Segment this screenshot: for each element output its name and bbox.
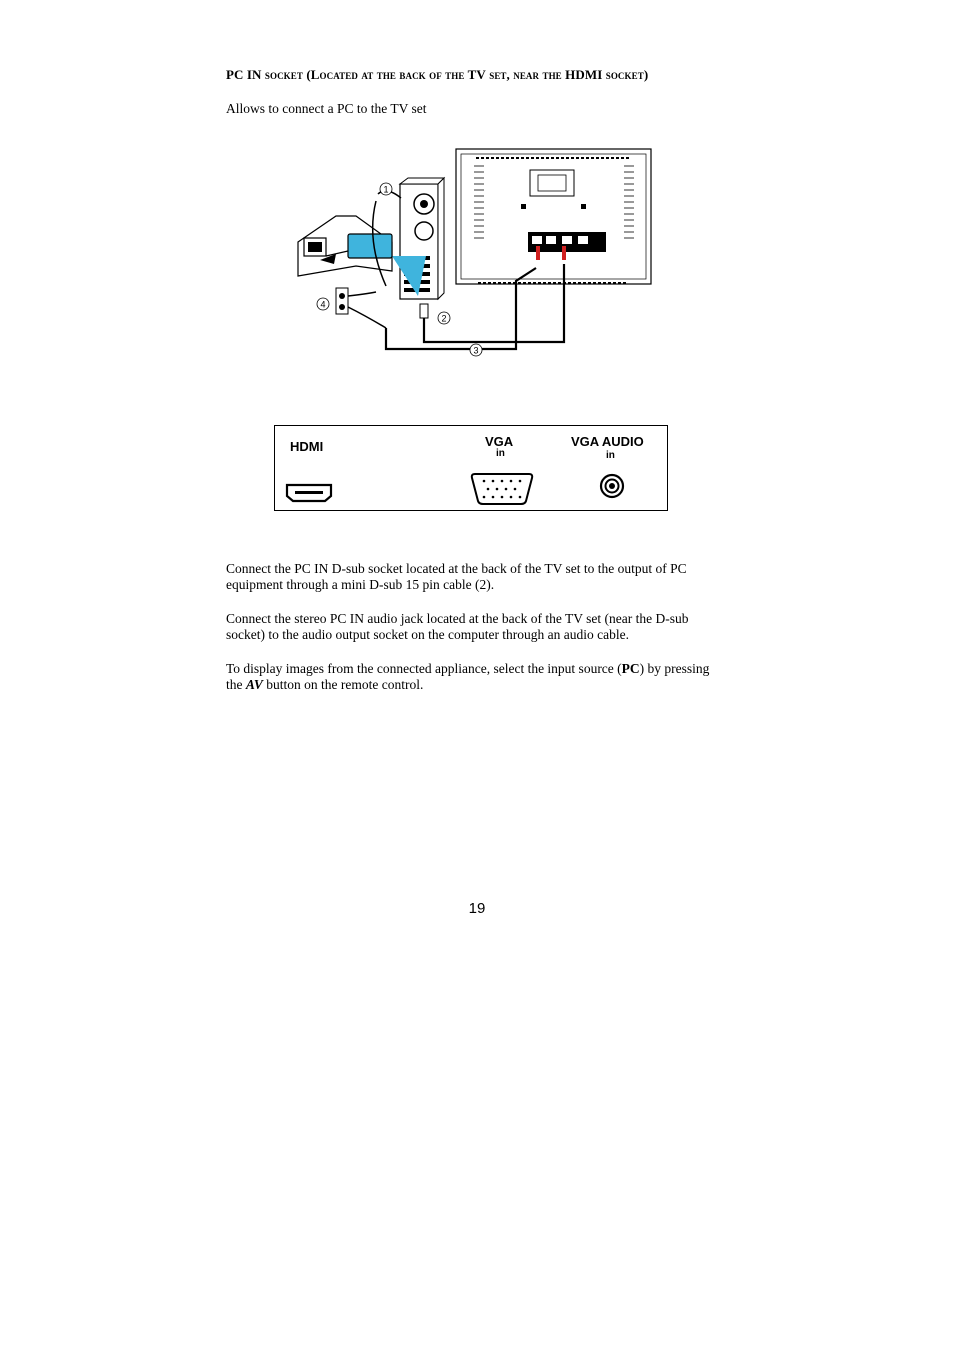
callout-2 (438, 312, 450, 324)
paragraph-audio-cable: Connect the stereo PC IN audio jack located at the back of the TV set (near the D-sub socket) to the audio output socket on the computer through an audio cable. (226, 611, 689, 642)
connection-diagram (296, 146, 658, 362)
intro-text: Allows to connect a PC to the TV set (226, 101, 427, 116)
heading-part: set, near the (485, 67, 562, 82)
heading-part: socket (L (261, 67, 320, 82)
callout-number: 4 (320, 299, 326, 310)
vga-port-icon (469, 471, 535, 507)
hdmi-label: HDMI (290, 439, 324, 454)
page-number: 19 (468, 900, 486, 917)
text-span: To display images from the connected appliance, select the input source ( (226, 661, 622, 676)
callout-1 (380, 183, 392, 195)
callout-number: 2 (441, 313, 447, 324)
text-span: ) by pressing the (226, 661, 710, 692)
callout-number: 3 (473, 345, 479, 356)
callout-4 (317, 298, 329, 310)
heading-part: ocated at the back of the (319, 67, 465, 82)
heading-part: HDMI (561, 67, 603, 82)
callout-3 (470, 344, 482, 356)
paragraph-select-source (226, 661, 726, 693)
paragraph-vga-cable: Connect the PC IN D-sub socket located at the back of the TV set to the output of PC equipment through a mini D-sub 15 pin cable (2). (226, 561, 687, 592)
vga-sub-label: in (496, 448, 505, 459)
audio-jack-icon (599, 473, 625, 499)
vga-audio-sub-label: in (606, 450, 615, 461)
tv-back-illustration (456, 149, 651, 284)
section-heading (226, 67, 648, 83)
heading-part: TV (464, 67, 486, 82)
av-button-name: AV (245, 677, 263, 692)
heading-part: socket) (602, 67, 649, 82)
pc-source-name: PC (621, 661, 640, 676)
heading-part: PC IN (226, 67, 262, 82)
text-span: button on the remote control. (262, 677, 424, 692)
vga-label: VGA (485, 434, 514, 449)
pc-tower-illustration (400, 178, 444, 299)
hdmi-port-icon (285, 482, 335, 504)
power-outlet-illustration (336, 288, 386, 328)
callout-number: 1 (383, 184, 389, 195)
vga-audio-label: VGA AUDIO (571, 434, 644, 449)
connector-panel (274, 425, 668, 511)
